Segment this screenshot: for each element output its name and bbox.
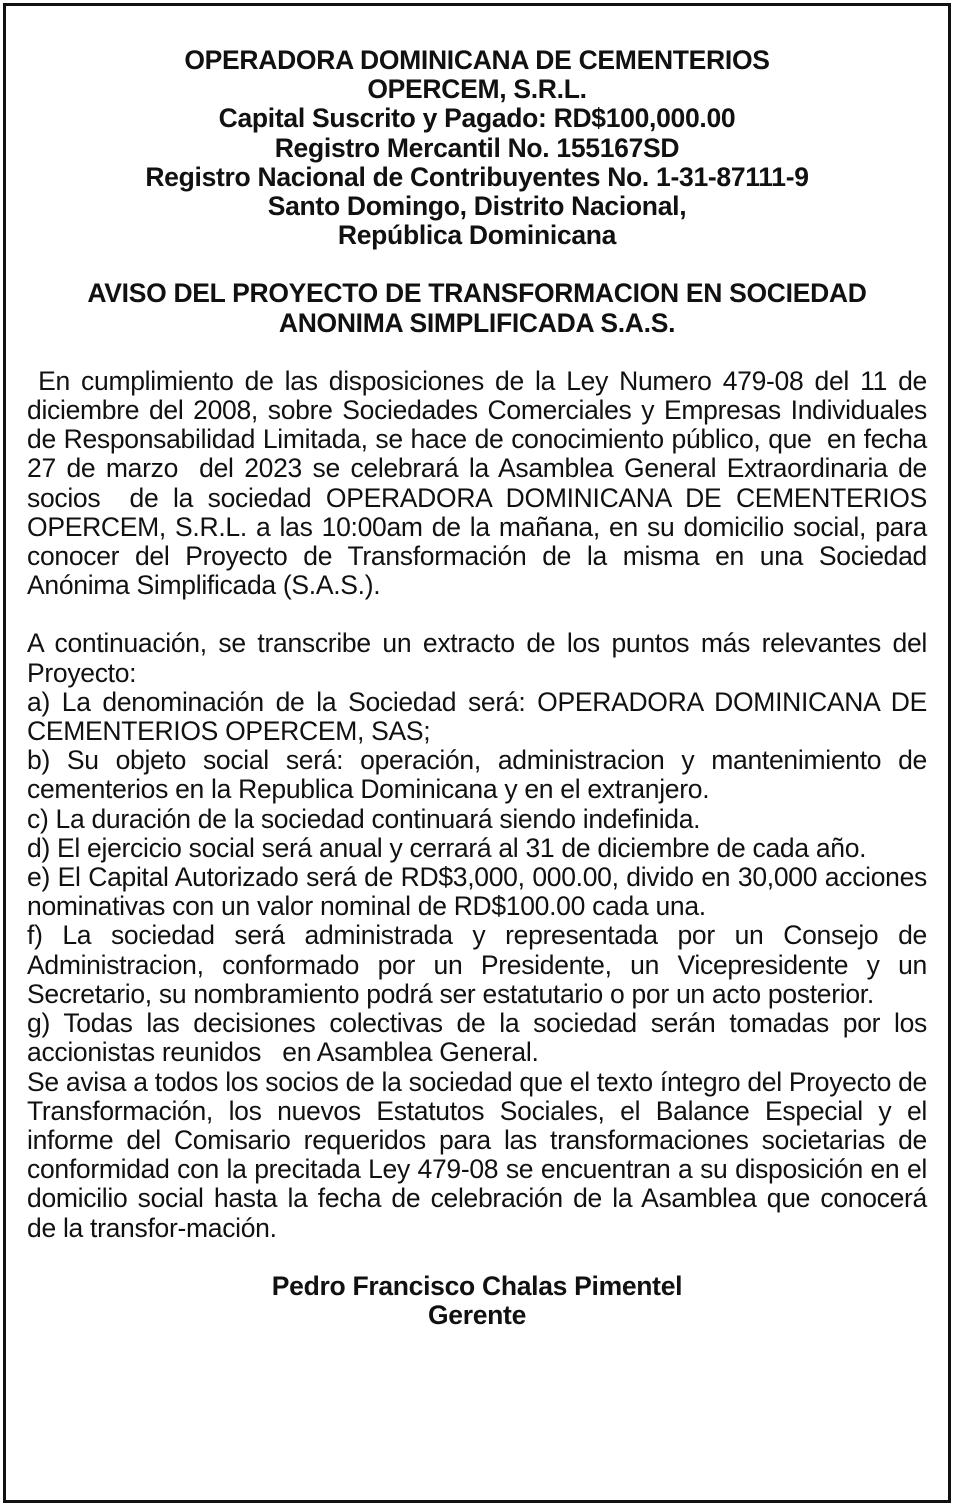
notice-title-line-2: ANONIMA SIMPLIFICADA S.A.S.: [278, 307, 676, 338]
point-b: b) Su objeto social será: operación, administracion y mantenimiento de cementerios en la Republica Dominicana y en el extranjero.: [27, 745, 927, 805]
taxpayer-registry: Registro Nacional de Contribuyentes No. 1-31-87111-9: [145, 161, 809, 192]
company-name: OPERADORA DOMINICANA DE CEMENTERIOS: [184, 45, 770, 75]
point-a: a) La denominación de la Sociedad será: OPERADORA DOMINICANA DE CEMENTERIOS OPERCEM, SAS;: [27, 686, 927, 747]
notice-title-line-1: AVISO DEL PROYECTO DE TRANSFORMACION EN SOCIEDAD: [87, 278, 867, 309]
company-header: [27, 46, 927, 250]
signatory-role: Gerente: [427, 1299, 527, 1330]
point-d: d) El ejercicio social será anual y cerrará al 31 de diciembre de cada año.: [27, 832, 867, 863]
intro-paragraph: En cumplimiento de las disposiciones de la Ley Numero 479-08 del 11 de diciembre del 2008, sobre Sociedades Comerciales y Empresas Individuales de Responsabilidad Limitada, se hace de conocimiento público, que en fecha 27 de marzo del 2023 se celebrará la Asamblea General Extraordinaria de socios de la sociedad OPERADORA DOMINICANA DE CEMENTERIOS OPERCEM, S.R.L. a las 10:00am de la mañana, en su domicilio social, para conocer del Proyecto de Transformación de la misma en una Sociedad Anónima Simplificada (S.A.S.).: [27, 365, 935, 601]
location-city: Santo Domingo, Distrito Nacional,: [267, 191, 687, 222]
notice-content: [27, 45, 935, 1330]
signature-block: [27, 1272, 927, 1330]
extract-intro: A continuación, se transcribe un extracto de los puntos más relevantes del Proyecto:: [27, 628, 927, 688]
point-c: c) La duración de la sociedad continuará siendo indefinida.: [27, 803, 701, 834]
point-g: g) Todas las decisiones colectivas de la sociedad serán tomadas por los accionistas reunidos en Asamblea General.: [27, 1008, 935, 1068]
notice-border: [3, 3, 951, 1503]
point-f: f) La sociedad será administrada y representada por un Consejo de Administracion, conformado por un Presidente, un Vicepresidente y un Secretario, su nombramiento podrá ser estatutario o por un acto posterior.: [27, 920, 927, 1009]
company-abbrev: OPERCEM, S.R.L.: [367, 74, 587, 105]
point-e: e) El Capital Autorizado será de RD$3,000, 000.00, divido en 30,000 acciones nominativas con un valor nominal de RD$100.00 cada una.: [27, 862, 927, 922]
capital-line: Capital Suscrito y Pagado: RD$100,000.00: [218, 103, 736, 134]
mercantile-registry: Registro Mercantil No. 155167SD: [274, 132, 680, 163]
location-country: República Dominicana: [337, 220, 617, 251]
signatory-name: Pedro Francisco Chalas Pimentel: [271, 1270, 683, 1301]
notice-title: [27, 279, 927, 337]
closing-paragraph: Se avisa a todos los socios de la sociedad que el texto íntegro del Proyecto de Transformación, los nuevos Estatutos Sociales, el Balance Especial y el informe del Comisario requeridos para las transformaciones societarias de conformidad con la precitada Ley 479-08 se encuentran a su disposición en el domicilio social hasta la fecha de celebración de la Asamblea que conocerá de la transfor-mación.: [27, 1066, 927, 1243]
